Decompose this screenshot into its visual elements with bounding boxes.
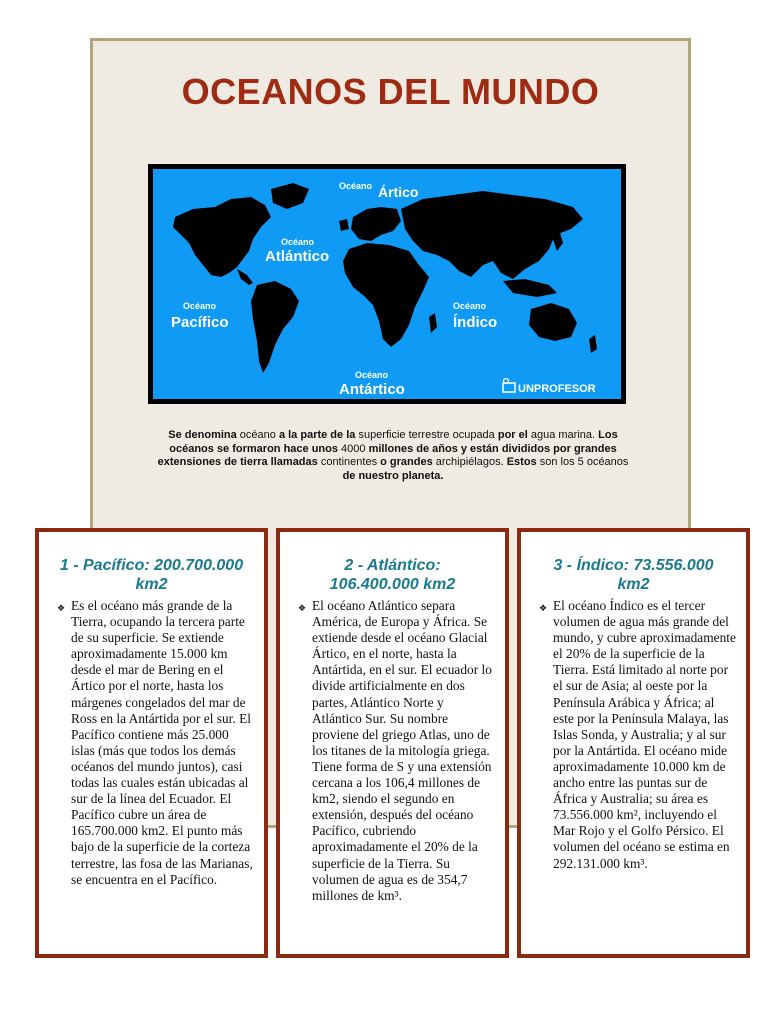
card-title-line2: km2 [135, 576, 168, 593]
map-label-antartico: Antártico [339, 381, 405, 398]
intro-text-14: son los 5 océanos [536, 456, 629, 468]
ocean-card-pacifico [35, 528, 268, 958]
world-map [148, 164, 626, 404]
intro-paragraph [153, 429, 633, 483]
card-text: Es el océano más grande de la Tierra, ocupando la tercera parte de su superficie. Se extiende aproximadamente 15.000 km desde el mar de Bering en el Ártico por el norte, hasta los márgenes congelados del mar de Ross en la Antártida por el sur. El Pacífico contiene más 25.000 islas (más que todos los demás océanos del mundo juntos), casi todas las cuales están ubicadas al sur de la línea del Ecuador. El Pacífico cubre un área de 165.700.000 km2. El punto más bajo de la superficie de la corteza terrestre, las fosa de las Marianas, se encuentra en el Pacífico. [71, 598, 253, 887]
map-label-pacifico: Pacífico [171, 314, 229, 331]
intro-text-10: continentes [317, 456, 381, 468]
diamond-bullet-icon: ❖ [57, 603, 66, 613]
card-title-line2: 106.400.000 km2 [329, 576, 456, 593]
card-title [531, 556, 736, 594]
intro-text-8: 4000 [337, 442, 369, 455]
intro-text-6: agua marina. [527, 429, 599, 441]
map-label-atlantico-pre: Océano [281, 237, 315, 247]
map-label-indico-pre: Océano [453, 301, 487, 311]
intro-text-3: a la parte de la [278, 429, 356, 441]
intro-text-11: o grandes [380, 456, 433, 468]
card-body [290, 598, 495, 904]
intro-text-9: millones de años y están divididos por grandes extensiones de tierra llamadas [157, 442, 617, 468]
card-title-line1: 2 - Atlántico: [344, 557, 441, 574]
intro-text-13: Estos [506, 456, 537, 468]
map-label-indico: Índico [453, 314, 498, 331]
diamond-bullet-icon: ❖ [539, 603, 548, 613]
diamond-bullet-icon: ❖ [298, 603, 307, 613]
ocean-card-atlantico [276, 528, 509, 958]
card-text: El océano Índico es el tercer volumen de agua más grande del mundo, y cubre aproximadamente el 20% de la superficie de la Tierra. Está limitado al norte por el sur de Asia; al oeste por la Península Arábica y África; al este por la Península Malaya, las Islas Sonda, y Australia; y al sur por la Antártida. El océano mide aproximadamente 10.000 km de ancho entre las puntas sur de África y Australia; su área es 73.556.000 km², incluyendo el Mar Rojo y el Golfo Pérsico. El volumen del océano se estima en 292.131.000 km³. [553, 598, 736, 871]
map-label-atlantico: Atlántico [265, 248, 330, 265]
brand-logo-text: UNPROFESOR [518, 383, 596, 395]
card-body [49, 598, 254, 888]
intro-text-15: de nuestro planeta. [342, 469, 444, 482]
card-body [531, 598, 736, 872]
map-label-artico-pre: Océano [339, 181, 373, 191]
map-label-antartico-pre: Océano [355, 370, 389, 380]
map-label-artico: Ártico [378, 184, 419, 200]
intro-text-1: Se denomina [168, 429, 237, 441]
intro-text-5: por el [497, 429, 528, 441]
card-title-line2: km2 [617, 576, 650, 593]
intro-text-2: océano [236, 429, 279, 441]
ocean-card-indico [517, 528, 750, 958]
intro-text-4: superficie terrestre ocupada [355, 429, 498, 441]
page-title: OCEANOS DEL MUNDO [181, 71, 600, 112]
intro-text-7: Los océanos se formaron hace unos [169, 429, 618, 455]
card-title-line1: 3 - Índico: 73.556.000 [553, 557, 714, 574]
map-label-pacifico-pre: Océano [183, 301, 217, 311]
card-title-line1: 1 - Pacífico: 200.700.000 [59, 557, 244, 574]
card-text: El océano Atlántico separa América, de Europa y África. Se extiende desde el océano Glacial Ártico, en el norte, hasta la Antártida, en el sur. El ecuador lo divide artificialmente en dos partes, Atlántico Norte y Atlántico Sur. Su nombre proviene del griego Atlas, uno de los titanes de la mitología griega. Tiene forma de S y una extensión cercana a los 106,4 millones de km2, siendo el segundo en extensión, después del océano Pacífico, cubriendo aproximadamente el 20% de la superficie de la Tierra. Su volumen de agua es de 354,7 millones de km³. [312, 598, 492, 903]
card-title [290, 556, 495, 594]
world-map-image [153, 169, 621, 399]
card-title [49, 556, 254, 594]
intro-text-12: archipiélagos. [432, 456, 507, 468]
